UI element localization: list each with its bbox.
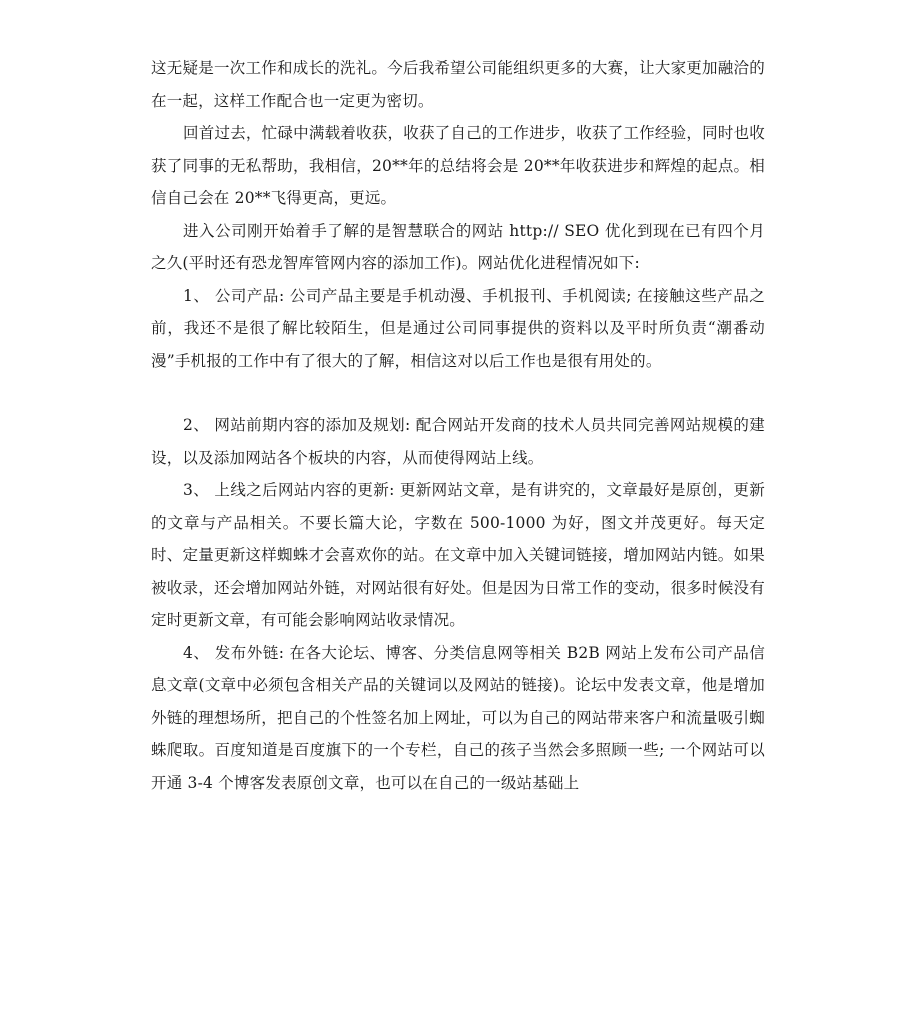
- document-body: [151, 52, 765, 799]
- paragraph-item-4-external-links: 4、 发布外链: 在各大论坛、博客、分类信息网等相关 B2B 网站上发布公司产品信息文章(文章中必须包含相关产品的关键词以及网站的链接)。论坛中发表文章，他是增加外链的理想场所，把自己的个性签名加上网址，可以为自己的网站带来客户和流量吸引蜘蛛爬取。百度知道是百度旗下的一个专栏，自己的孩子当然会多照顾一些; 一个网站可以开通 3-4 个博客发表原创文章，也可以在自己的一级站基础上: [151, 643, 765, 792]
- paragraph-seo-intro: 进入公司刚开始着手了解的是智慧联合的网站 http:// SEO 优化到现在已有四个月之久(平时还有恐龙智库管网内容的添加工作)。网站优化进程情况如下:: [151, 221, 765, 272]
- paragraph-item-2-planning: 2、 网站前期内容的添加及规划: 配合网站开发商的技术人员共同完善网站规模的建设，以及添加网站各个板块的内容，从而使得网站上线。: [151, 416, 765, 467]
- paragraph-item-1-products: 1、 公司产品: 公司产品主要是手机动漫、手机报刊、手机阅读; 在接触这些产品之前，我还不是很了解比较陌生，但是通过公司同事提供的资料以及平时所负责“潮番动漫”手机报的工作中有了很大的了解，相信这对以后工作也是很有用处的。: [151, 286, 765, 370]
- paragraph-item-3-updates: 3、 上线之后网站内容的更新: 更新网站文章，是有讲究的，文章最好是原创，更新的文章与产品相关。不要长篇大论，字数在 500-1000 为好，图文并茂更好。每天定时、定量更新这样蜘蛛才会喜欢你的站。在文章中加入关键词链接，增加网站内链。如果被收录，还会增加网站外链，对网站很有好处。但是因为日常工作的变动，很多时候没有定时更新文章，有可能会影响网站收录情况。: [151, 481, 765, 629]
- paragraph-closing-contest: 这无疑是一次工作和成长的洗礼。今后我希望公司能组织更多的大赛，让大家更加融洽的在一起，这样工作配合也一定更为密切。: [151, 59, 765, 110]
- paragraph-review-summary: 回首过去，忙碌中满载着收获，收获了自己的工作进步，收获了工作经验，同时也收获了同事的无私帮助，我相信，20**年的总结将会是 20**年收获进步和辉煌的起点。相信自己会在 20**飞得更高，更远。: [151, 124, 765, 207]
- paragraph-spacer: [151, 377, 765, 409]
